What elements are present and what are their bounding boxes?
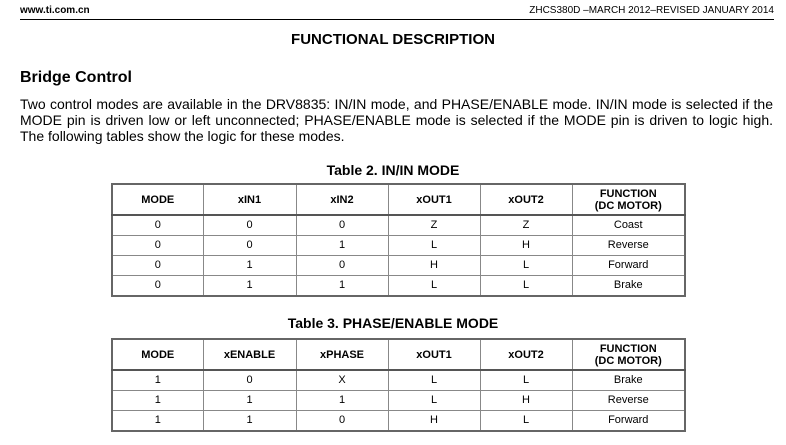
table-cell: 1	[203, 391, 296, 411]
table-cell: 0	[112, 256, 203, 276]
table-cell: L	[388, 391, 480, 411]
table-cell: Forward	[572, 411, 685, 432]
table3-col-header: MODE	[112, 339, 203, 370]
table-cell: 0	[203, 370, 296, 391]
table-row	[112, 276, 685, 297]
table2-col-header: MODE	[112, 184, 203, 215]
table-cell: 1	[203, 411, 296, 432]
table-cell: L	[480, 411, 572, 432]
table-cell: Z	[480, 215, 572, 236]
table-cell: Brake	[572, 276, 685, 297]
table-cell: Reverse	[572, 236, 685, 256]
table2-header-row	[112, 184, 685, 215]
table2-col-header: xIN2	[296, 184, 388, 215]
function-sublabel: (DC MOTOR)	[594, 199, 662, 212]
subsection-title: Bridge Control	[20, 69, 132, 86]
section-title: FUNCTIONAL DESCRIPTION	[291, 31, 495, 48]
table2-caption: Table 2. IN/IN MODE	[326, 162, 460, 178]
table-row	[112, 391, 685, 411]
body-paragraph: Two control modes are available in the DRV8835: IN/IN mode, and PHASE/ENABLE mode. IN/IN mode is selected if the MODE pin is driven low or left unconnected; PHASE/ENABLE mode is selected if the MODE pin is driven to logic high. The following tables show the logic for these modes.	[20, 96, 773, 144]
page-header	[20, 5, 774, 19]
table-cell: 0	[112, 276, 203, 297]
table-cell: X	[296, 370, 388, 391]
table-cell: L	[388, 276, 480, 297]
table-cell: L	[480, 370, 572, 391]
site-url: www.ti.com.cn	[20, 5, 90, 16]
table-row	[112, 215, 685, 236]
document-reference: ZHCS380D –MARCH 2012–REVISED JANUARY 2014	[529, 5, 774, 16]
table-row	[112, 256, 685, 276]
table-cell: H	[480, 236, 572, 256]
function-sublabel: (DC MOTOR)	[594, 354, 662, 367]
table3-caption: Table 3. PHASE/ENABLE MODE	[287, 315, 499, 331]
table-cell: Coast	[572, 215, 685, 236]
function-label: FUNCTION	[599, 187, 657, 200]
table3-col-header: xENABLE	[203, 339, 296, 370]
table-cell: Reverse	[572, 391, 685, 411]
table-cell: 0	[203, 236, 296, 256]
table-cell: 1	[296, 236, 388, 256]
table-cell: L	[388, 236, 480, 256]
table-cell: 0	[296, 411, 388, 432]
table-cell: 1	[296, 391, 388, 411]
table-cell: 1	[112, 411, 203, 432]
header-divider	[20, 19, 774, 20]
table-cell: H	[388, 256, 480, 276]
table-cell: 1	[296, 276, 388, 297]
table-cell: L	[388, 370, 480, 391]
table-row	[112, 370, 685, 391]
table-row	[112, 411, 685, 432]
table-cell: H	[480, 391, 572, 411]
table3-header-row	[112, 339, 685, 370]
table-cell: L	[480, 276, 572, 297]
table3-phase-enable-mode	[111, 338, 686, 432]
table-cell: L	[480, 256, 572, 276]
table-cell: Forward	[572, 256, 685, 276]
table3-col-header: xOUT1	[388, 339, 480, 370]
table-cell: Brake	[572, 370, 685, 391]
table-cell: 0	[112, 215, 203, 236]
function-label: FUNCTION	[599, 342, 657, 355]
table-cell: 1	[203, 276, 296, 297]
table3-col-header-function	[572, 339, 685, 370]
table-cell: Z	[388, 215, 480, 236]
table3-col-header: xOUT2	[480, 339, 572, 370]
table-cell: H	[388, 411, 480, 432]
table-cell: 0	[203, 215, 296, 236]
table2-col-header-function	[572, 184, 685, 215]
table2-col-header: xIN1	[203, 184, 296, 215]
table-row	[112, 236, 685, 256]
table2-col-header: xOUT1	[388, 184, 480, 215]
table-cell: 1	[112, 391, 203, 411]
table-cell: 1	[112, 370, 203, 391]
table-cell: 1	[203, 256, 296, 276]
table-cell: 0	[112, 236, 203, 256]
table3-col-header: xPHASE	[296, 339, 388, 370]
table-cell: 0	[296, 215, 388, 236]
table2-in-in-mode	[111, 183, 686, 297]
table-cell: 0	[296, 256, 388, 276]
table2-col-header: xOUT2	[480, 184, 572, 215]
